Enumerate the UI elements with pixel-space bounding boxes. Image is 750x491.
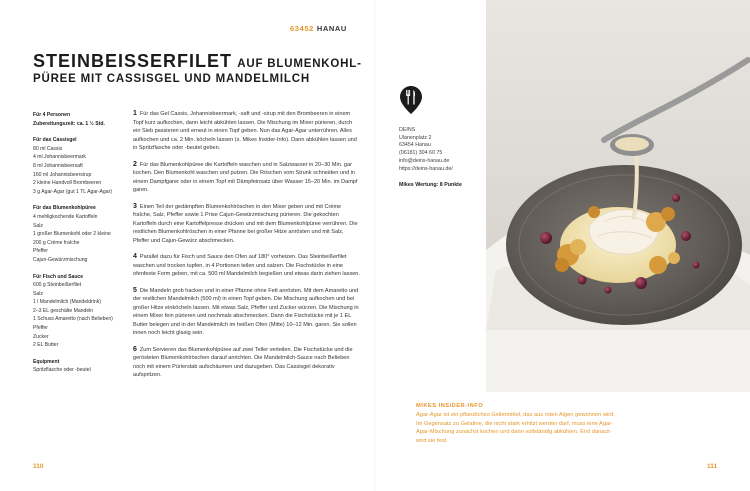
- restaurant-city: 63454 Hanau: [399, 142, 431, 149]
- ingredients-sidebar: [33, 111, 125, 382]
- ingredient-item: 200 g Crème fraîche: [33, 239, 80, 246]
- ingredient-item: Zucker: [33, 333, 49, 340]
- ingredient-item: 1 großer Blumenkohl oder 2 kleine: [33, 231, 111, 238]
- ingredient-group-title: Für das Cassisgel: [33, 137, 77, 144]
- restaurant-email: info@deins-hanau.de: [399, 157, 450, 164]
- ingredient-item: Cajun-Gewürzmischung: [33, 256, 88, 263]
- ingredient-item: Pfeffer: [33, 248, 48, 255]
- fork-knife-pin-icon: [399, 85, 423, 115]
- step-text: Die Mandeln grob hacken und in einer Pfanne ohne Fett anrösten. Mit dem Amaretto und der restlichen Mandelmilch (500 ml) in einen Topf geben. Die Mischung aufkochen und bei großer Hitze einköcheln lassen. Mit etwas Salz, Pfeffer und Zucker würzen. Die Mischung in einem Mixer fein pürieren und nochmals abschmecken. Dann die Fischstücke mit je 1 EL Butter belegen und in der Mandelmilch im heißen Ofen (Mitte) 10–12 Min. garen. Sie sollen innen noch leicht glasig sein.: [133, 287, 359, 336]
- ingredient-item: 4 mehligkochende Kartoffeln: [33, 213, 98, 220]
- step-number: 3: [133, 202, 137, 210]
- recipe-title: [33, 52, 363, 85]
- insider-tip-text: Agar-Agar ist ein pflanzliches Geliermittel, das aus roten Algen gewonnen wird. Im Gegensatz zu Gelatine, die nicht stark erhitzt werden darf, muss eine Agar-Agar-Mischung zunächst kochen und dann vollständig abkühlen. Erst danach wird sie fest.: [416, 412, 615, 444]
- step-text: Für das Blumenkohlpüree die Kartoffeln waschen und in Salzwasser in 20–30 Min. gar kochen. Den Blumenkohl waschen und putzen. Die Röschen vom Strunk schneiden und in einem Dampfgarer oder in einem Topf mit Dämpfeinsatz über Wasser 15–20 Min. im Dampf garen.: [133, 161, 358, 193]
- step-number: 4: [133, 253, 137, 260]
- ingredient-item: 2–3 EL geschälte Mandeln: [33, 307, 94, 314]
- location-zip: 63452: [290, 24, 314, 33]
- ingredient-group: [33, 273, 125, 350]
- step-number: 1: [133, 110, 137, 117]
- ingredient-item: 2 kleine Handvoll Brombeeren: [33, 180, 102, 187]
- step-number: 6: [133, 345, 137, 353]
- ingredient-item: 8 ml Johannisbeersaft: [33, 162, 83, 169]
- location-city: HANAU: [316, 24, 347, 33]
- servings: Für 4 Personen: [33, 112, 71, 118]
- ingredient-item: Salz: [33, 290, 43, 297]
- ingredient-group: [33, 136, 125, 196]
- ingredient-group: [33, 358, 125, 375]
- page-number-left: 110: [33, 463, 44, 470]
- insider-tip: [416, 402, 616, 445]
- recipe-step: [133, 346, 361, 380]
- ingredient-group: [33, 204, 125, 264]
- recipe-steps: [133, 110, 361, 388]
- ingredient-item: 2 EL Butter: [33, 342, 59, 349]
- ingredient-item: Salz: [33, 222, 43, 229]
- restaurant-phone: (06181) 304 60 75: [399, 150, 443, 157]
- ingredient-item: 600 g Steinbeißerfilet: [33, 282, 82, 289]
- page-gutter: [374, 0, 376, 491]
- restaurant-info: [399, 85, 479, 189]
- ingredient-item: 1 l Mandelmilch (Mandeldrink): [33, 299, 101, 306]
- ingredient-group-title: Für das Blumenkohlpüree: [33, 205, 96, 212]
- step-number: 2: [133, 160, 137, 168]
- ingredient-item: 160 ml Johannisbeersirup: [33, 171, 92, 178]
- recipe-title-main: STEINBEISSERFILET: [33, 51, 233, 71]
- restaurant-street: Ulanenplatz 2: [399, 134, 432, 141]
- ingredient-item: Spritzflasche oder -beutel: [33, 367, 91, 374]
- ingredient-item: 80 ml Cassis: [33, 145, 63, 152]
- step-text: Zum Servieren das Blumenkohlpüree auf zwei Teller verteilen. Die Fischstücke und die gerösteten Blumenkohlröschen darauf anrichten. Die Mandelmilch-Sauce nach Belieben noch mit einem Pürierstab aufschäumen und dazugeben. Das Cassisgel dekorativ aufspritzen.: [133, 346, 353, 378]
- insider-tip-title: MIKES INSIDER-INFO: [416, 403, 484, 409]
- prep-time: Zubereitungszeit: ca. 1 ½ Std.: [33, 120, 105, 127]
- step-text: Parallel dazu für Fisch und Sauce den Ofen auf 180° vorheizen. Das Steinbeißerfilet waschen und trocken tupfen, in 4 Portionen teilen und salzen. Die Fischstücke in eine ofenfeste Form geben, mit ca. 500 ml Mandelmilch begießen und etwas darin ziehen lassen.: [133, 254, 360, 277]
- recipe-step: [133, 161, 361, 195]
- ingredient-item: Pfeffer: [33, 325, 48, 332]
- restaurant-rating: Mikes Wertung: 8 Punkte: [399, 181, 462, 188]
- page-number-right: 111: [707, 463, 718, 470]
- ingredient-group-title: Equipment: [33, 358, 60, 365]
- dish-illustration: [486, 0, 750, 392]
- ingredient-item: 4 ml Johannisbeermark: [33, 154, 86, 161]
- recipe-title-sub-line1: AUF BLUMENKOHL-: [237, 58, 362, 70]
- ingredient-item: 1 Schuss Amaretto (nach Belieben): [33, 316, 113, 323]
- step-text: Einen Teil der gedämpften Blumenkohlröschen in den Mixer geben und mit Crème fraîche, Salz, Pfeffer sowie 1 Prise Cajun-Gewürzmischung pürieren. Die gekochten Kartoffeln durch eine Kartoffelpresse drücken und mit dem Blumenkohlpüree verrühren. Die restlichen Blumenkohlröschen in einer Pfanne bei großer Hitze anrösten und mit Salz, Pfeffer und Cajun-Gewürz abschmecken.: [133, 203, 358, 244]
- recipe-step: [133, 110, 361, 153]
- step-number: 5: [133, 286, 137, 294]
- restaurant-name: DEINS: [399, 126, 416, 133]
- step-text: Für das Gel Cassis, Johannisbeermark, -saft und -sirup mit den Brombeeren in einem Topf kurz aufkochen, dann leicht abkühlen lassen. Die Mischung im Mixer pürieren, durch ein Sieb passieren und erneut in einen Topf geben. Nun das Agar-Agar unterrühren. Alles aufkochen und ca. 2 Min. köcheln lassen (s. Mikes Insider-Info). Dann abkühlen lassen und in Spritzflasche oder -beutel geben.: [133, 111, 357, 151]
- recipe-step: [133, 203, 361, 246]
- ingredient-group-title: Für Fisch und Sauce: [33, 273, 84, 280]
- recipe-step: [133, 253, 361, 279]
- recipe-step: [133, 287, 361, 338]
- recipe-title-sub-line2: PÜREE MIT CASSISGEL UND MANDELMILCH: [33, 72, 310, 85]
- location-header: [290, 24, 347, 33]
- restaurant-url: https://deins-hanau.de/: [399, 165, 453, 172]
- ingredient-item: 3 g Agar-Agar (gut 1 TL Agar-Agar): [33, 188, 112, 195]
- dish-photo: [486, 0, 750, 392]
